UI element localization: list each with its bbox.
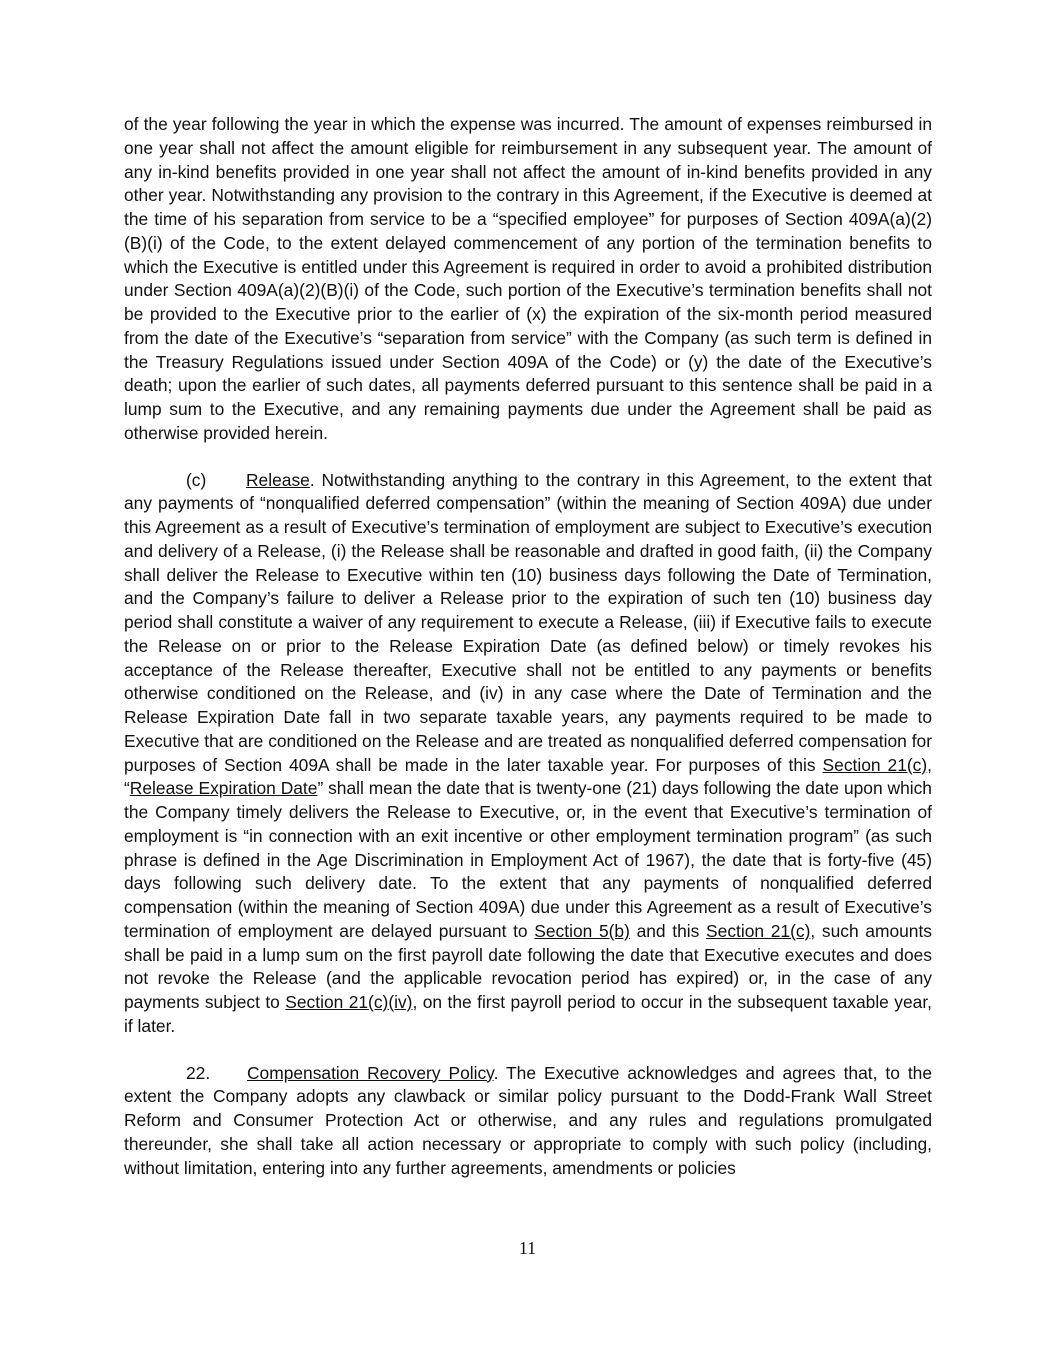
cross-reference: Section 21(c)(iv) — [285, 992, 413, 1012]
section-text: , such amounts shall be paid in a lump sum on the first payroll date following the date that Executive executes and does not revoke the Release (and the applicable revocation period has expired) or, in the case of any payments subject to — [124, 920, 932, 1012]
section-22-compensation-recovery — [124, 1062, 932, 1181]
section-21c-release — [124, 469, 932, 1039]
cross-reference: Section 21(c) — [706, 920, 811, 941]
section-heading: Compensation Recovery Policy — [247, 1062, 494, 1083]
section-text: and this — [629, 920, 707, 941]
cross-reference: Section 21(c) — [822, 754, 928, 775]
paragraph-continuation: of the year following the year in which the expense was incurred. The amount of expenses reimbursed in one year shall not affect the amount eligible for reimbursement in any subsequent year. The amount of any in-kind benefits provided in one year shall not affect the amount of in-kind benefits provided in any other year. Notwithstanding any provision to the contrary in this Agreement, if the Executive is deemed at the time of his separation from service to be a “specified employee” for purposes of Section 409A(a)(2)(B)(i) of the Code, to the extent delayed commencement of any portion of the termination benefits to which the Executive is entitled under this Agreement is required in order to avoid a prohibited distribution under Section 409A(a)(2)(B)(i) of the Code, such portion of the Executive’s termination benefits shall not be provided to the Executive prior to the earlier of (x) the expiration of the six-month period measured from the date of the Executive’s “separation from service” with the Company (as such term is defined in the Treasury Regulations issued under Section 409A of the Code) or (y) the date of the Executive’s death; upon the earlier of such dates, all payments deferred pursuant to this sentence shall be paid in a lump sum to the Executive, and any remaining payments due under the Agreement shall be paid as otherwise provided herein. — [124, 114, 932, 443]
section-number: 22. — [186, 1062, 211, 1083]
section-text: , on the first payroll period to occur in the subsequent taxable year, if later. — [124, 992, 932, 1036]
document-body — [124, 113, 932, 1180]
section-number: (c) — [186, 469, 207, 490]
section-text: . Notwithstanding anything to the contrary in this Agreement, to the extent that any payments of “nonqualified deferred compensation” (within the meaning of Section 409A) due under this Agreement as a result of Executive’s termination of employment are subject to Executive’s execution and delivery of a Release, (i) the Release shall be reasonable and drafted in good faith, (ii) the Company shall deliver the Release to Executive within ten (10) business days following the Date of Termination, and the Company’s failure to deliver a Release prior to the expiration of such ten (10) business day period shall constitute a waiver of any requirement to execute a Release, (iii) if Executive fails to execute the Release on or prior to the Release Expiration Date (as defined below) or timely revokes his acceptance of the Release thereafter, Executive shall not be entitled to any payments or benefits otherwise conditioned on the Release, and (iv) in any case where the Date of Termination and the Release Expiration Date fall in two separate taxable years, any payments required to be made to Executive that are conditioned on the Release and are treated as nonqualified deferred compensation for purposes of Section 409A shall be made in the later taxable year. For purposes of this — [124, 469, 932, 775]
section-heading: Release — [246, 469, 310, 490]
cross-reference: Section 5(b) — [534, 920, 630, 941]
section-text: , “ — [124, 754, 932, 799]
page-number: 11 — [518, 1238, 537, 1258]
section-text: ” shall mean the date that is twenty-one (21) days following the date upon which the Company timely delivers the Release to Executive, or, in the event that Executive’s termination of employment is “in connection with an exit incentive or other employment termination program” (as such phrase is defined in the Age Discrimination in Employment Act of 1967), the date that is forty-five (45) days following such delivery date. To the extent that any payments of nonqualified deferred compensation (within the meaning of Section 409A) due under this Agreement as a result of Executive’s termination of employment are delayed pursuant to — [124, 778, 932, 941]
defined-term: Release Expiration Date — [129, 778, 318, 799]
section-text: . The Executive acknowledges and agrees that, to the extent the Company adopts any clawback or similar policy pursuant to the Dodd-Frank Wall Street Reform and Consumer Protection Act or otherwise, and any rules and regulations promulgated thereunder, she shall take all action necessary or appropriate to comply with such policy (including, without limitation, entering into any further agreements, amendments or policies — [124, 1062, 932, 1178]
